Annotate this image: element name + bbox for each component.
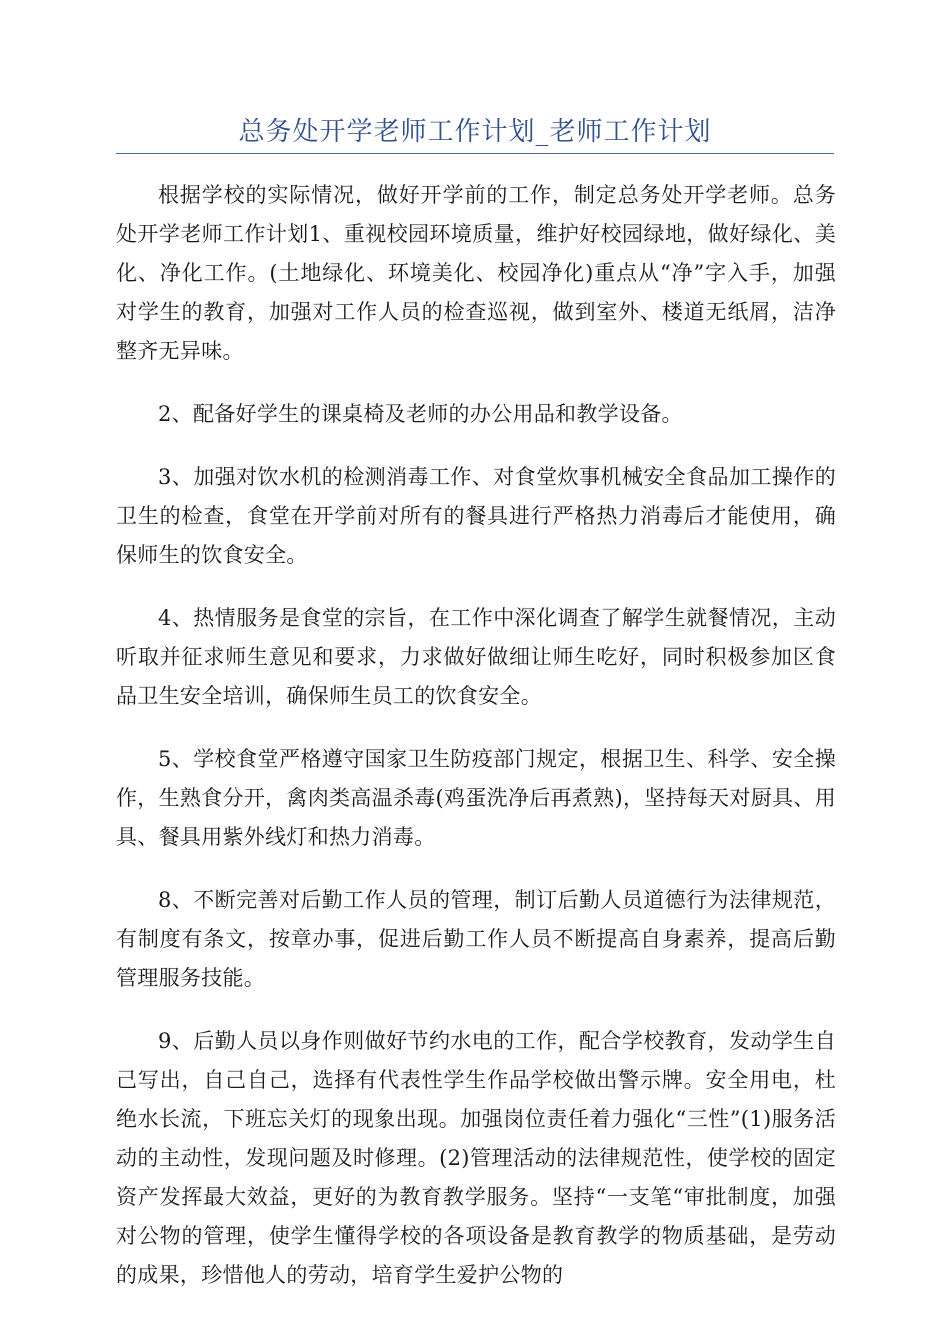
document-body <box>116 176 836 1319</box>
paragraph-item-4: 4、热情服务是食堂的宗旨，在工作中深化调查了解学生就餐情况，主动听取并征求师生意见和要求，力求做好做细让师生吃好，同时积极参加区食品卫生安全培训，确保师生员工的饮食安全。 <box>116 606 836 708</box>
paragraph-item-3: 3、加强对饮水机的检测消毒工作、对食堂炊事机械安全食品加工操作的卫生的检查，食堂在开学前对所有的餐具进行严格热力消毒后才能使用，确保师生的饮食安全。 <box>116 465 836 567</box>
paragraph-intro: 根据学校的实际情况，做好开学前的工作，制定总务处开学老师。总务处开学老师工作计划1、重视校园环境质量，维护好校园绿地，做好绿化、美化、净化工作。(土地绿化、环境美化、校园净化)重点从“净”字入手，加强对学生的教育，加强对工作人员的检查巡视，做到室外、楼道无纸屑，洁净整齐无异味。 <box>116 183 836 363</box>
paragraph-item-2: 2、配备好学生的课桌椅及老师的办公用品和教学设备。 <box>158 402 683 426</box>
paragraph-item-8: 8、不断完善对后勤工作人员的管理，制订后勤人员道德行为法律规范，有制度有条文，按章办事，促进后勤工作人员不断提高自身素养，提高后勤管理服务技能。 <box>116 888 836 990</box>
paragraph-item-5: 5、学校食堂严格遵守国家卫生防疫部门规定，根据卫生、科学、安全操作，生熟食分开，禽肉类高温杀毒(鸡蛋洗净后再煮熟)，坚持每天对厨具、用具、餐具用紫外线灯和热力消毒。 <box>116 747 836 849</box>
paragraph-item-9: 9、后勤人员以身作则做好节约水电的工作，配合学校教育，发动学生自己写出，自己自己，选择有代表性学生作品学校做出警示牌。安全用电，杜绝水长流，下班忘关灯的现象出现。加强岗位责任着力强化“三性”(1)服务活动的主动性，发现问题及时修理。(2)管理活动的法律规范性，使学校的固定资产发挥最大效益，更好的为教育教学服务。坚持“一支笔“审批制度，加强对公物的管理，使学生懂得学校的各项设备是教育教学的物质基础，是劳动的成果，珍惜他人的劳动，培育学生爱护公物的 <box>116 1029 836 1287</box>
document-title: 总务处开学老师工作计划_老师工作计划 <box>238 117 712 147</box>
title-underline <box>116 153 834 154</box>
